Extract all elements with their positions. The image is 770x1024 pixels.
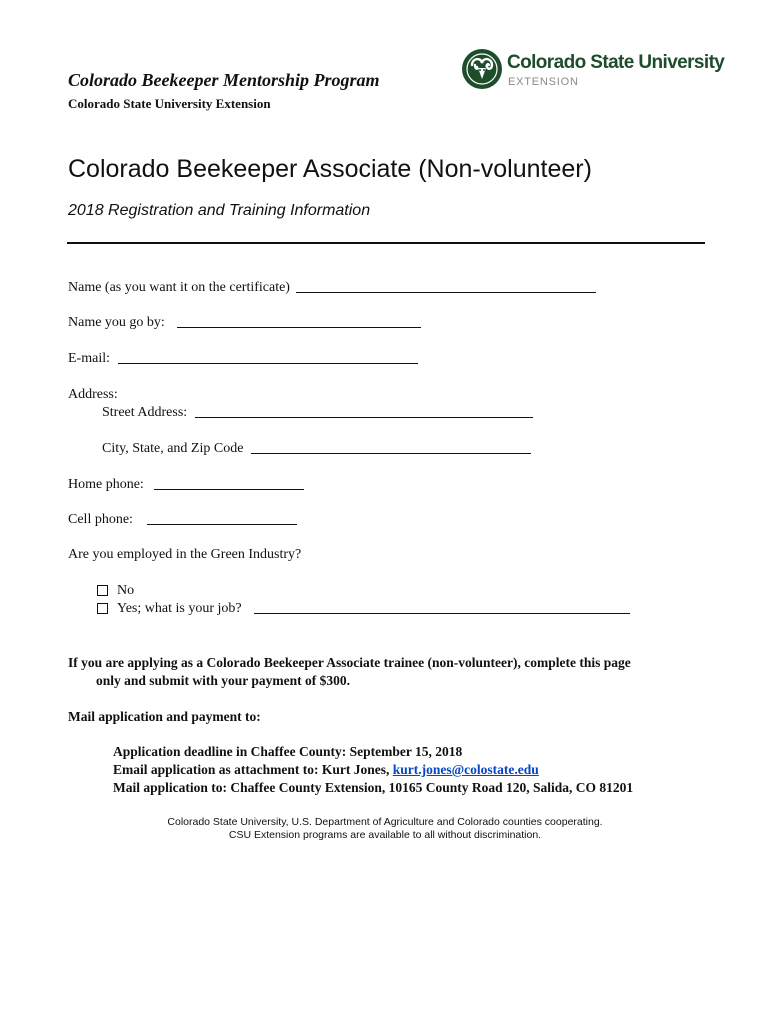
cell-phone-row	[68, 512, 297, 528]
csu-logo	[461, 46, 725, 92]
city-row	[102, 441, 531, 457]
address-label: Address:	[68, 387, 118, 402]
cell-phone-field[interactable]	[147, 523, 297, 525]
yes-checkbox[interactable]	[97, 603, 108, 614]
program-subtitle: Colorado State University Extension	[68, 96, 271, 111]
home-phone-label: Home phone:	[68, 477, 144, 492]
email-instruction	[113, 762, 539, 778]
address-label-row	[68, 387, 118, 403]
option-yes-label: Yes; what is your job?	[117, 601, 242, 616]
street-row	[102, 405, 533, 421]
email-field[interactable]	[118, 362, 418, 364]
option-yes-row	[97, 601, 630, 617]
home-phone-field[interactable]	[154, 488, 304, 490]
email-prefix: Email application as attachment to: Kurt Jones,	[113, 762, 393, 777]
option-no-label: No	[117, 583, 135, 598]
name-certificate-row	[68, 280, 596, 296]
instructions-line2: only and submit with your payment of $300.	[96, 673, 351, 688]
employed-question: Are you employed in the Green Industry?	[68, 547, 302, 562]
email-label: E-mail:	[68, 351, 110, 366]
title-divider	[67, 242, 705, 244]
document-title: Colorado Beekeeper Associate (Non-volunteer)	[68, 155, 592, 183]
street-label: Street Address:	[102, 405, 188, 420]
footer-line2: CSU Extension programs are available to all without discrimination.	[228, 829, 542, 841]
csu-ram-logo-icon	[461, 48, 503, 90]
street-field[interactable]	[195, 416, 533, 418]
deadline: Application deadline in Chaffee County: September 15, 2018	[113, 744, 463, 759]
footer-line1: Colorado State University, U.S. Department of Agriculture and Colorado counties cooperating.	[167, 816, 603, 828]
mail-heading: Mail application and payment to:	[68, 709, 261, 724]
instructions-line1: If you are applying as a Colorado Beekeeper Associate trainee (non-volunteer), complete this page	[68, 655, 631, 670]
no-checkbox[interactable]	[97, 585, 108, 596]
logo-name: Colorado State University	[507, 52, 725, 73]
job-field[interactable]	[254, 612, 630, 614]
option-no-row	[97, 583, 134, 599]
name-go-by-field[interactable]	[177, 326, 421, 328]
email-link[interactable]: kurt.jones@colostate.edu	[392, 762, 539, 777]
name-certificate-field[interactable]	[296, 291, 596, 293]
name-go-by-label: Name you go by:	[68, 315, 165, 330]
home-phone-row	[68, 477, 304, 493]
program-title: Colorado Beekeeper Mentorship Program	[68, 70, 380, 90]
name-certificate-label: Name (as you want it on the certificate)	[68, 280, 290, 295]
logo-tagline: EXTENSION	[508, 76, 579, 88]
cell-phone-label: Cell phone:	[68, 512, 133, 527]
city-field[interactable]	[251, 452, 531, 454]
city-label: City, State, and Zip Code	[102, 441, 244, 456]
document-subtitle: 2018 Registration and Training Information	[68, 202, 371, 219]
mail-address: Mail application to: Chaffee County Extension, 10165 County Road 120, Salida, CO 81201	[113, 780, 634, 795]
employed-question-row	[68, 547, 301, 563]
name-go-by-row	[68, 315, 421, 331]
email-row	[68, 351, 418, 367]
